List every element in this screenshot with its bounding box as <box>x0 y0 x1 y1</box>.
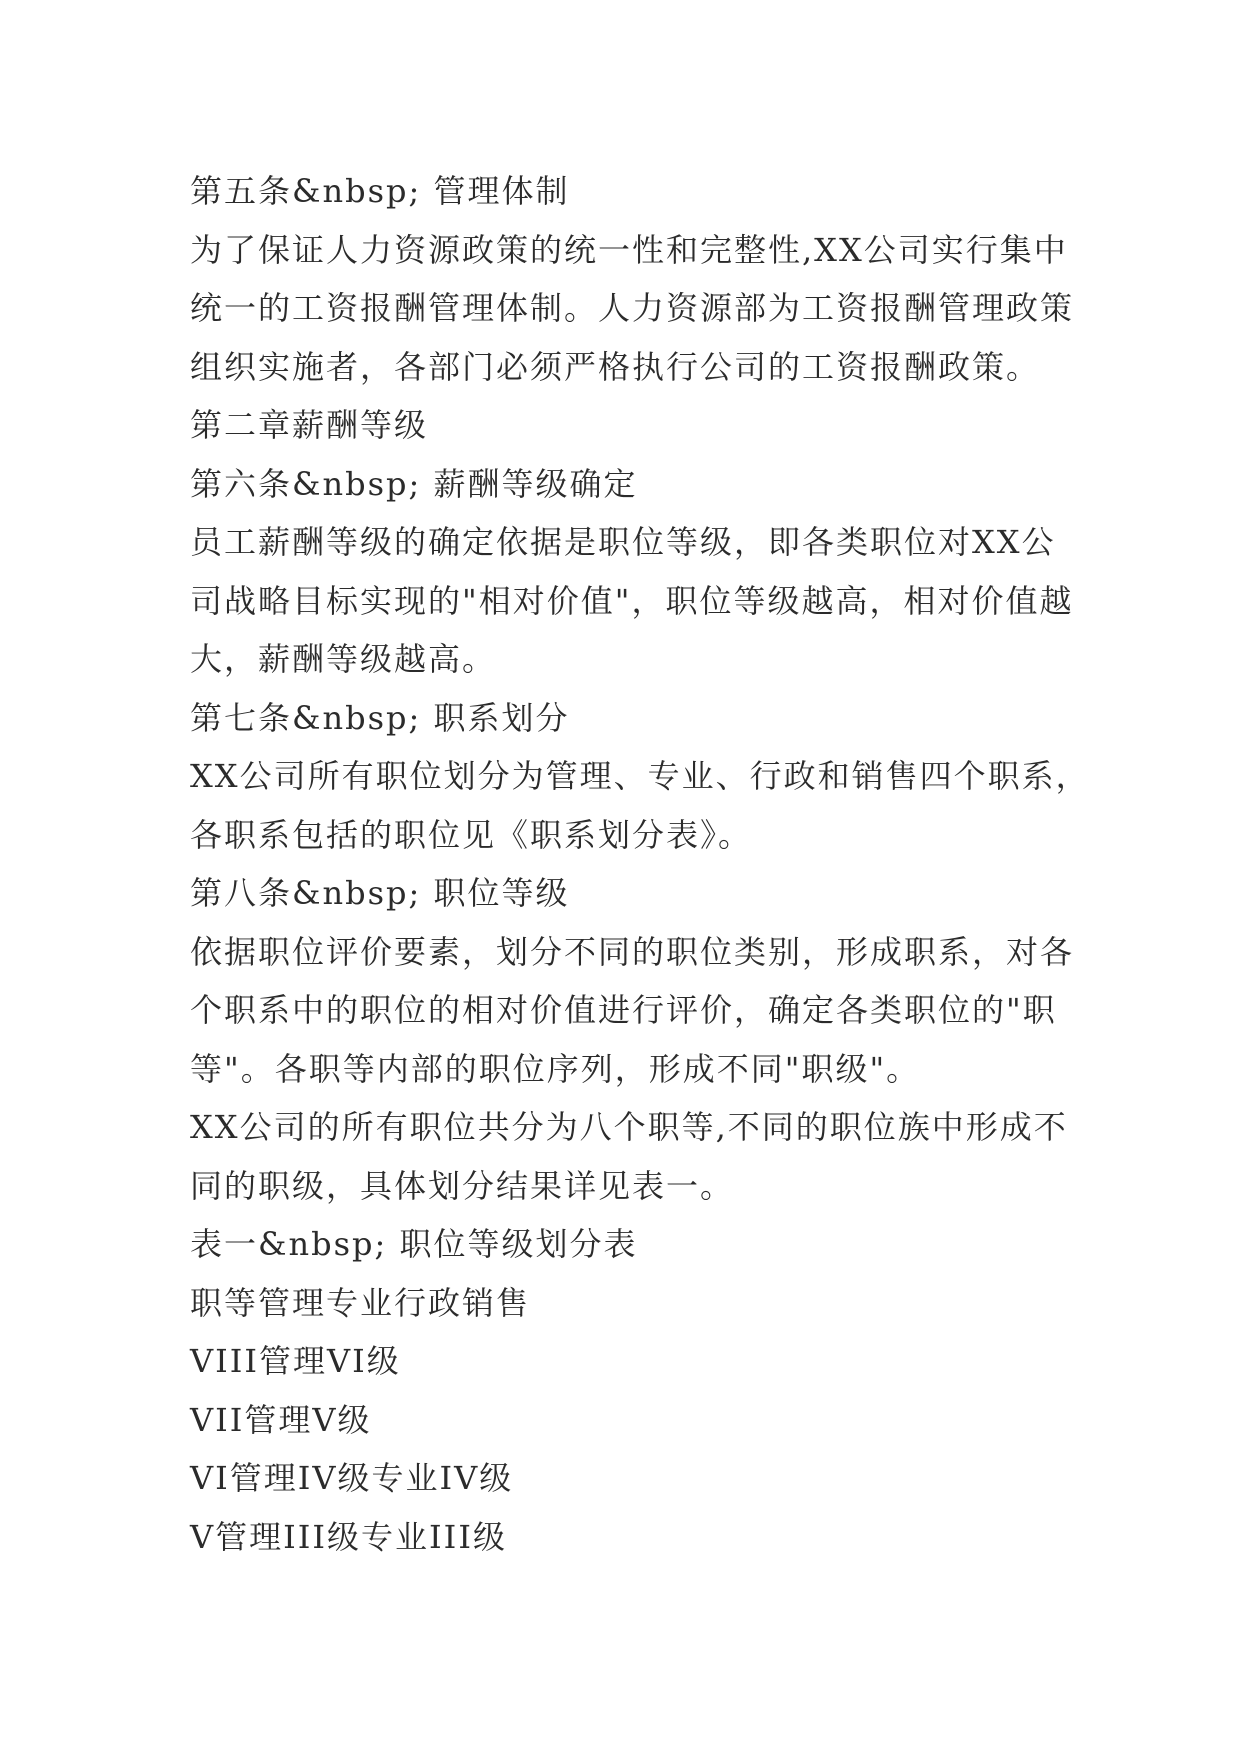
paragraph-line: XX公司所有职位划分为管理、专业、行政和销售四个职系， <box>190 757 1090 795</box>
table-row: VII管理V级 <box>190 1400 372 1439</box>
document-body <box>190 162 1090 1566</box>
paragraph-line: 等"。各职等内部的职位序列，形成不同"职级"。 <box>190 1049 921 1088</box>
paragraph-line: 各职系包括的职位见《职系划分表》。 <box>190 815 753 854</box>
paragraph-line: 为了保证人力资源政策的统一性和完整性,XX公司实行集中 <box>190 230 1068 269</box>
table-row: VI管理IV级专业IV级 <box>190 1459 514 1497</box>
paragraph-line: 个职系中的职位的相对价值进行评价，确定各类职位的"职 <box>190 991 1057 1029</box>
article-8-heading: 第八条&nbsp; 职位等级 <box>190 874 570 912</box>
article-7-heading: 第七条&nbsp; 职系划分 <box>190 698 570 737</box>
table-header-row: 职等管理专业行政销售 <box>190 1283 531 1322</box>
article-5-heading: 第五条&nbsp; 管理体制 <box>190 172 570 210</box>
paragraph-line: 员工薪酬等级的确定依据是职位等级，即各类职位对XX公 <box>190 523 1056 561</box>
table-row: VIII管理VI级 <box>190 1342 401 1380</box>
paragraph-line: 司战略目标实现的"相对价值"，职位等级越高，相对价值越 <box>190 581 1074 620</box>
table-caption: 表一&nbsp; 职位等级划分表 <box>190 1225 638 1263</box>
article-6-heading: 第六条&nbsp; 薪酬等级确定 <box>190 464 638 503</box>
paragraph-line: 依据职位评价要素，划分不同的职位类别，形成职系，对各 <box>190 932 1075 971</box>
paragraph-line: 组织实施者，各部门必须严格执行公司的工资报酬政策。 <box>190 347 1041 386</box>
paragraph-line: 大，薪酬等级越高。 <box>190 640 497 678</box>
paragraph-line: 统一的工资报酬管理体制。人力资源部为工资报酬管理政策 <box>190 289 1075 327</box>
chapter-2-heading: 第二章薪酬等级 <box>190 406 429 444</box>
paragraph-line: XX公司的所有职位共分为八个职等,不同的职位族中形成不 <box>190 1108 1068 1146</box>
paragraph-line: 同的职级，具体划分结果详见表一。 <box>190 1166 735 1205</box>
table-row: V管理III级专业III级 <box>190 1517 507 1556</box>
